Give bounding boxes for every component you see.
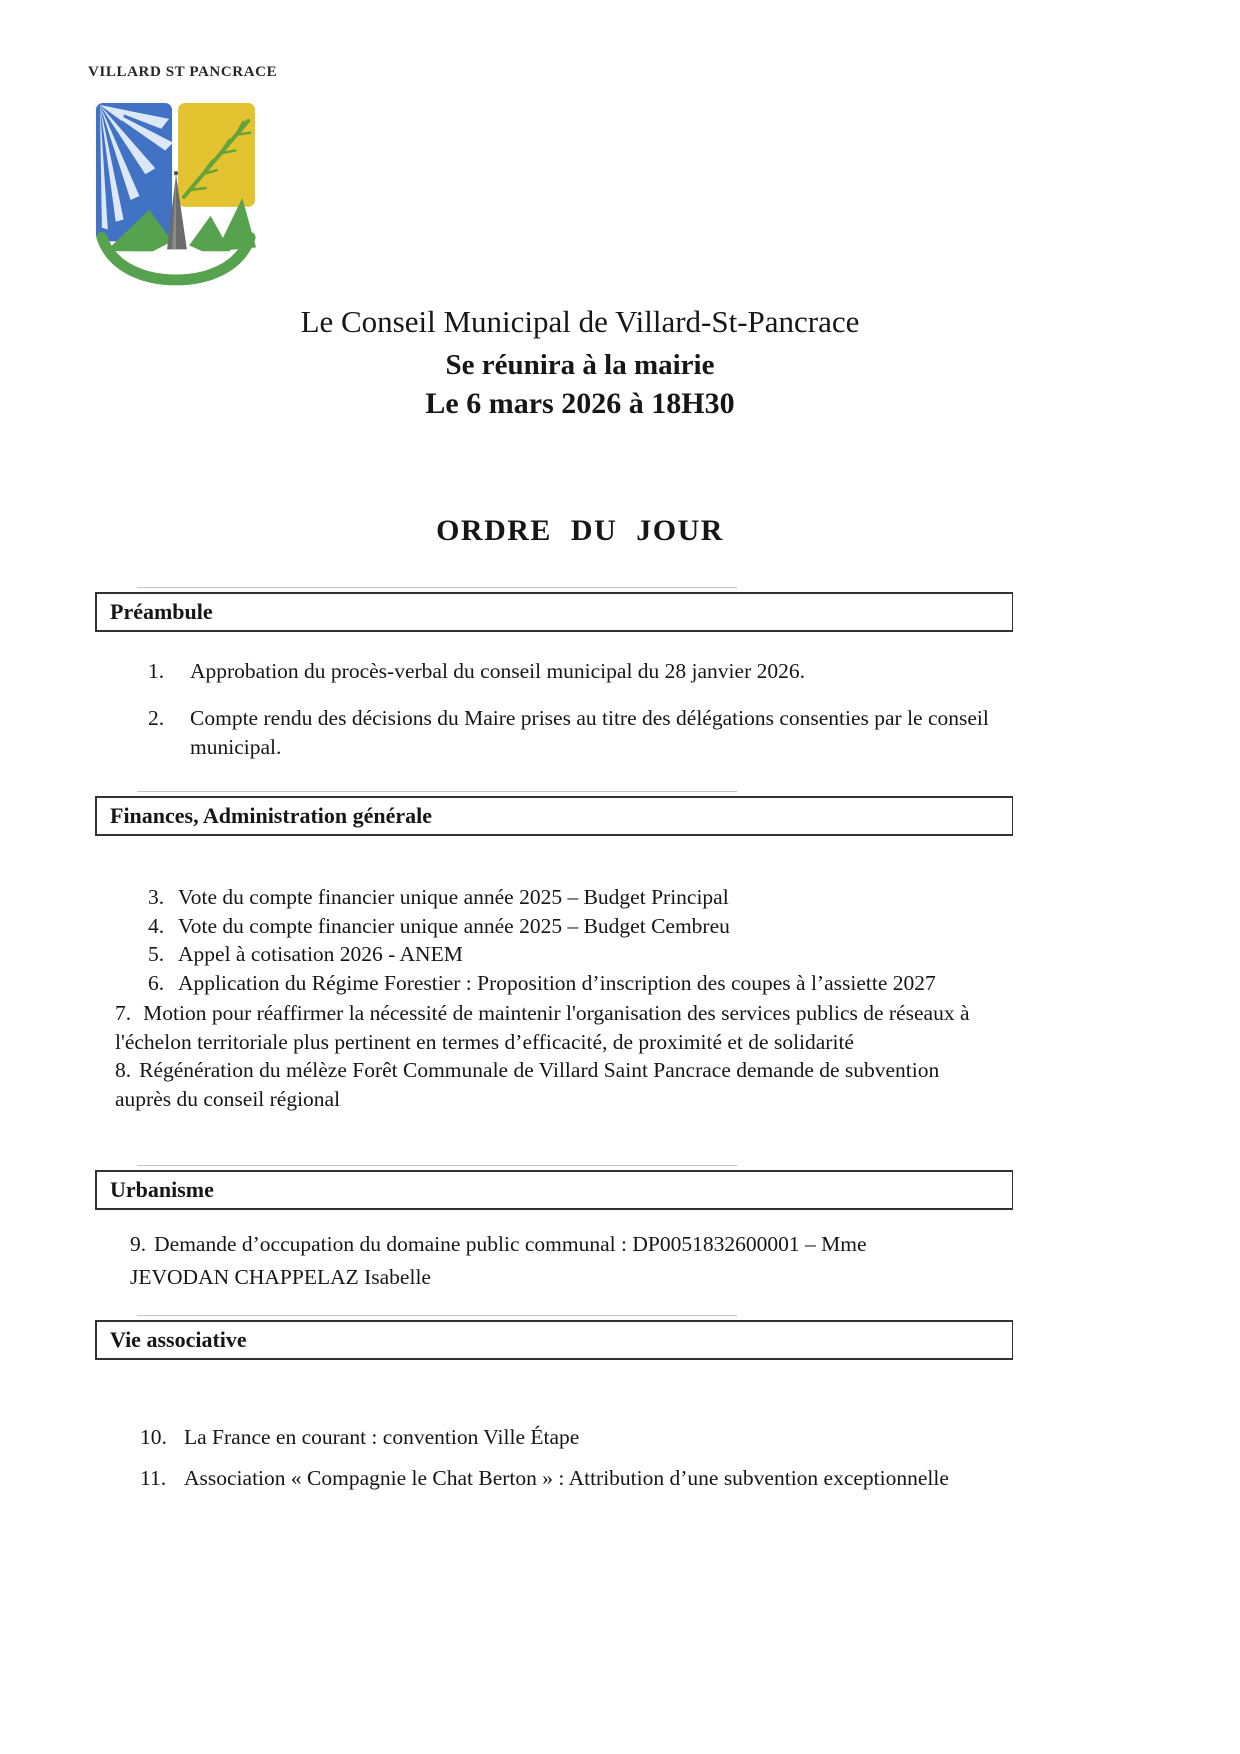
agenda-item-9 (130, 1228, 1030, 1294)
agenda-item-10 (140, 1423, 1190, 1452)
item-text: Association « Compagnie le Chat Berton » : Attribution d’une subvention exceptionnelle (184, 1466, 949, 1490)
agenda-item-1 (148, 657, 1148, 686)
item-text: JEVODAN CHAPPELAZ Isabelle (130, 1265, 431, 1289)
agenda-item-7 (115, 999, 1155, 1056)
document-title: Le Conseil Municipal de Villard-St-Pancrace (300, 304, 860, 339)
document-subtitle-place: Se réunira à la mairie (445, 349, 715, 381)
section-heading-label: Urbanisme (110, 1177, 214, 1202)
item-number: 6. (148, 970, 165, 995)
section-heading-label: Finances, Administration générale (110, 803, 433, 828)
item-number: 3. (148, 885, 165, 909)
item-number: 7. (115, 1001, 132, 1025)
item-text: municipal. (190, 735, 282, 759)
agenda-heading: ORDRE DU JOUR (436, 514, 724, 547)
section-heading-label: Vie associative (110, 1327, 247, 1352)
item-text: Application du Régime Forestier : Proposition d’inscription des coupes à l’assiette 2027 (178, 970, 936, 995)
item-text: Compte rendu des décisions du Maire prises au titre des délégations consenties par le conseil (190, 706, 989, 730)
item-number: 5. (148, 942, 165, 967)
item-number: 11. (140, 1466, 167, 1490)
finances-items (148, 883, 1148, 997)
item-number: 2. (148, 706, 165, 730)
section-header-finances (95, 796, 1013, 836)
agenda-item-11 (140, 1464, 1190, 1493)
item-text: Motion pour réaffirmer la nécessité de maintenir l'organisation des services publics de réseaux à (143, 1001, 970, 1025)
document-subtitle-datetime: Le 6 mars 2026 à 18H30 (425, 387, 735, 420)
agenda-item-8 (115, 1056, 1095, 1113)
item-text: Appel à cotisation 2026 - ANEM (178, 942, 463, 967)
item-number: 10. (140, 1425, 167, 1449)
section-header-urbanisme (95, 1170, 1013, 1210)
section-heading-label: Préambule (110, 599, 213, 624)
agenda-item-6 (148, 969, 1148, 998)
item-number: 8. (115, 1058, 132, 1082)
agenda-item-4 (148, 912, 1148, 941)
item-number: 1. (148, 659, 165, 683)
item-text: Vote du compte financier unique année 2025 – Budget Cembreu (178, 913, 730, 938)
municipality-label: VILLARD ST PANCRACE (88, 64, 278, 80)
item-number: 4. (148, 913, 165, 938)
preambule-items (148, 657, 1148, 780)
agenda-item-2 (148, 704, 1148, 762)
item-text: l'échelon territoriale plus pertinent en termes d’efficacité, de proximité et de solidarité (115, 1029, 854, 1054)
coat-of-arms-icon (92, 98, 260, 286)
agenda-item-3 (148, 883, 1148, 912)
item-text: Approbation du procès-verbal du conseil municipal du 28 janvier 2026. (190, 659, 805, 683)
item-text: Régénération du mélèze Forêt Communale de Villard Saint Pancrace demande de subvention (139, 1058, 940, 1082)
item-text: La France en courant : convention Ville Étape (184, 1425, 580, 1449)
agenda-item-5 (148, 940, 1148, 969)
item-text: auprès du conseil régional (115, 1086, 341, 1111)
vie-associative-items (140, 1423, 1190, 1505)
item-number: 9. (130, 1232, 147, 1256)
item-text: Vote du compte financier unique année 2025 – Budget Principal (178, 885, 729, 909)
section-header-preambule (95, 592, 1013, 632)
item-text: Demande d’occupation du domaine public communal : DP0051832600001 – Mme (154, 1232, 867, 1256)
section-header-vie-associative (95, 1320, 1013, 1360)
